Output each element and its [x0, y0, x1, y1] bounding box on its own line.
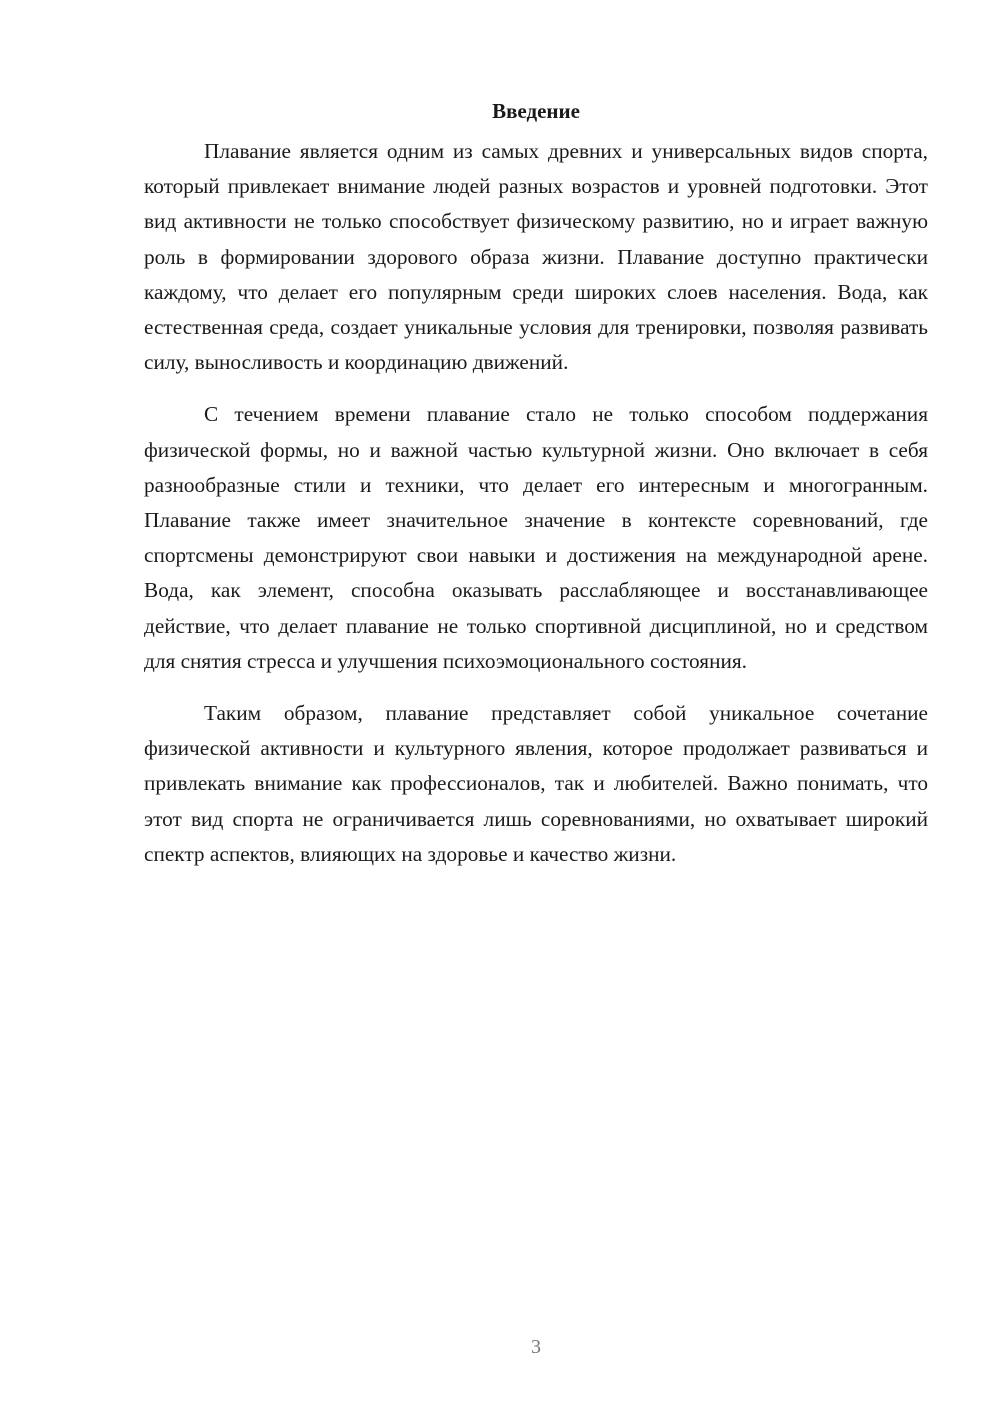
page-number: 3	[531, 1336, 541, 1358]
section-heading: Введение	[492, 99, 580, 123]
paragraph-1: Плавание является одним из самых древних и универсальных видов спорта, который привлекает внимание людей разных возрастов и уровней подготовки. Этот вид активности не только способствует физическому развитию, но и играет важную роль в формировании здорового образа жизни. Плавание доступно практически каждому, что делает его популярным среди широких слоев населения. Вода, как естественная среда, создает уникальные условия для тренировки, позволяя развивать силу, выносливость и координацию движений.	[144, 139, 928, 375]
page-body	[144, 96, 928, 889]
paragraph-2: С течением времени плавание стало не только способом поддержания физической формы, но и важной частью культурной жизни. Оно включает в себя разнообразные стили и техники, что делает его интересным и многогранным. Плавание также имеет значительное значение в контексте соревнований, где спортсмены демонстрируют свои навыки и достижения на международной арене. Вода, как элемент, способна оказывать расслабляющее и восстанавливающее действие, что делает плавание не только спортивной дисциплиной, но и средством для снятия стресса и улучшения психоэмоционального состояния.	[144, 402, 928, 673]
paragraph-3: Таким образом, плавание представляет собой уникальное сочетание физической активности и культурного явления, которое продолжает развиваться и привлекать внимание как профессионалов, так и любителей. Важно понимать, что этот вид спорта не ограничивается лишь соревнованиями, но охватывает широкий спектр аспектов, влияющих на здоровье и качество жизни.	[144, 701, 928, 866]
